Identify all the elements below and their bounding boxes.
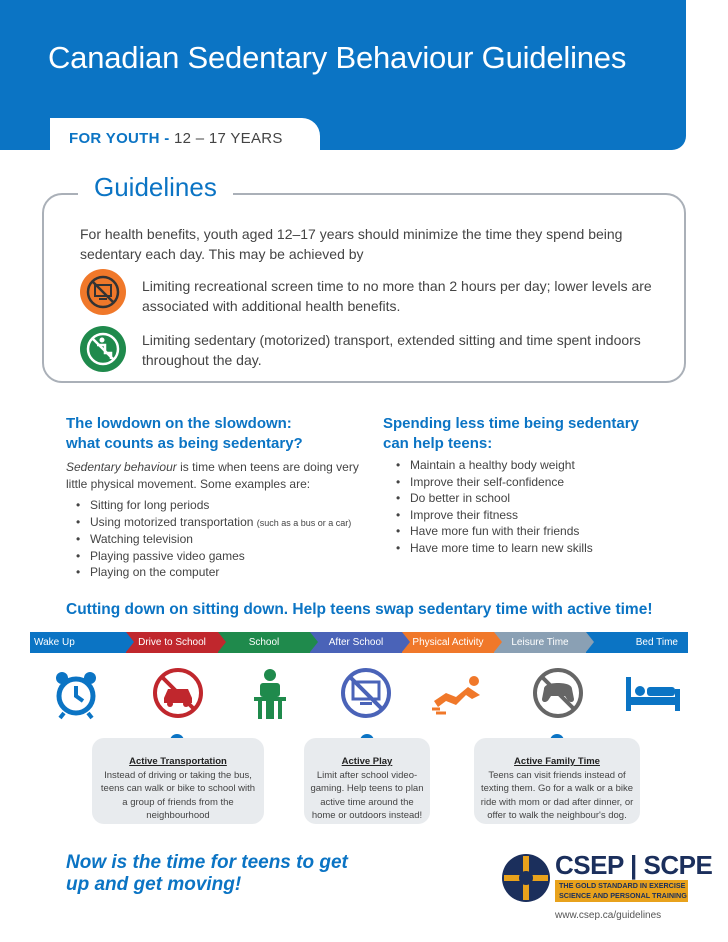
- website-link[interactable]: www.csep.ca/guidelines: [555, 910, 662, 921]
- card-text: Instead of driving or taking the bus, teens can walk or bike to school with a group of friends from the neighbourhood: [100, 769, 256, 821]
- no-computer-icon: [338, 665, 394, 721]
- list-item: • Have more fun with their friends: [396, 523, 593, 540]
- youth-label: FOR YOUTH -: [69, 130, 170, 147]
- list-item: • Sitting for long periods: [76, 497, 351, 514]
- benefits-heading-line2: can help teens:: [383, 435, 493, 452]
- tagline-line2: SCIENCE AND PERSONAL TRAINING: [559, 891, 687, 900]
- list-item: • Have more time to learn new skills: [396, 540, 593, 557]
- no-sitting-icon: [80, 326, 126, 372]
- lowdown-heading-line2: what counts as being sedentary?: [66, 435, 303, 452]
- benefits-list: [396, 457, 593, 556]
- timeline-school: School: [218, 632, 310, 653]
- student-desk-icon: [242, 665, 298, 721]
- timeline-leisure-time: Leisure Time: [494, 632, 586, 653]
- card-title: Active Family Time: [514, 756, 600, 767]
- timeline-bed-time: Bed Time: [586, 632, 688, 653]
- no-screen-icon: [80, 269, 126, 315]
- no-car-icon: [150, 665, 206, 721]
- list-item: • Playing on the computer: [76, 564, 351, 581]
- card-title: Active Transportation: [129, 756, 227, 767]
- list-item: • Improve their fitness: [396, 507, 593, 524]
- lowdown-heading-line1: The lowdown on the slowdown:: [66, 415, 292, 432]
- swimmer-icon: [428, 665, 490, 721]
- list-item: • Playing passive video games: [76, 548, 351, 565]
- csep-emblem-icon: [500, 852, 552, 904]
- guidelines-intro: For health benefits, youth aged 12–17 years should minimize the time they spend being sedentary each day. This may be achieved by: [80, 226, 623, 262]
- example-note: (such as a bus or a car): [256, 517, 352, 528]
- guideline-screen-time: Limiting recreational screen time to no more than 2 hours per day; lower levels are associated with additional health benefits.: [142, 278, 652, 314]
- card-active-transportation: [92, 738, 264, 824]
- card-text: Teens can visit friends instead of texting them. Go for a walk or a bike ride with mom or dad after dinner, or offer to walk the neighbour's dog.: [480, 769, 634, 821]
- age-range: 12 – 17 YEARS: [174, 130, 283, 147]
- definition-text: is time when teens are doing very little physical movement. Some examples are:: [66, 460, 359, 491]
- timeline-drive-to-school: Drive to School: [126, 632, 218, 653]
- csep-tagline: [555, 880, 688, 902]
- tagline-line1: THE GOLD STANDARD IN EXERCISE: [559, 881, 686, 890]
- no-video-game-icon: [530, 665, 586, 721]
- definition-term: Sedentary behaviour: [66, 460, 177, 474]
- bed-icon: [622, 665, 684, 721]
- guideline-sedentary-transport: Limiting sedentary (motorized) transport, extended sitting and time spent indoors throughout the day.: [142, 332, 641, 368]
- age-group-tab: [50, 118, 320, 164]
- card-active-play: [304, 738, 430, 824]
- sedentary-definition: [66, 459, 376, 493]
- list-item: • Using motorized transportation (such as a bus or a car): [76, 514, 351, 532]
- cta-line1: Now is the time for teens to get: [66, 852, 348, 873]
- sedentary-examples-list: [76, 497, 351, 581]
- card-title: Active Play: [341, 756, 393, 767]
- timeline-wake-up: Wake Up: [30, 632, 126, 653]
- call-to-action: [66, 852, 348, 896]
- lowdown-heading: [66, 414, 303, 454]
- benefits-heading: [383, 414, 639, 454]
- list-item: • Watching television: [76, 531, 351, 548]
- swap-heading: Cutting down on sitting down. Help teens swap sedentary time with active time!: [66, 601, 653, 618]
- cta-line2: up and get moving!: [66, 874, 242, 895]
- page-title: Canadian Sedentary Behaviour Guidelines: [48, 40, 627, 75]
- card-active-family-time: [474, 738, 640, 824]
- guidelines-heading: Guidelines: [78, 172, 233, 203]
- timeline-physical-activity: Physical Activity: [402, 632, 494, 653]
- alarm-clock-icon: [48, 665, 104, 721]
- csep-logo-text: CSEP | SCPE: [555, 850, 713, 880]
- daily-timeline: [30, 632, 688, 653]
- timeline-after-school: After School: [310, 632, 402, 653]
- list-item: • Do better in school: [396, 490, 593, 507]
- benefits-heading-line1: Spending less time being sedentary: [383, 415, 639, 432]
- card-text: Limit after school video-gaming. Help teens to plan active time around the home or outdoors instead!: [310, 769, 424, 821]
- list-item: • Maintain a healthy body weight: [396, 457, 593, 474]
- list-item: • Improve their self-confidence: [396, 474, 593, 491]
